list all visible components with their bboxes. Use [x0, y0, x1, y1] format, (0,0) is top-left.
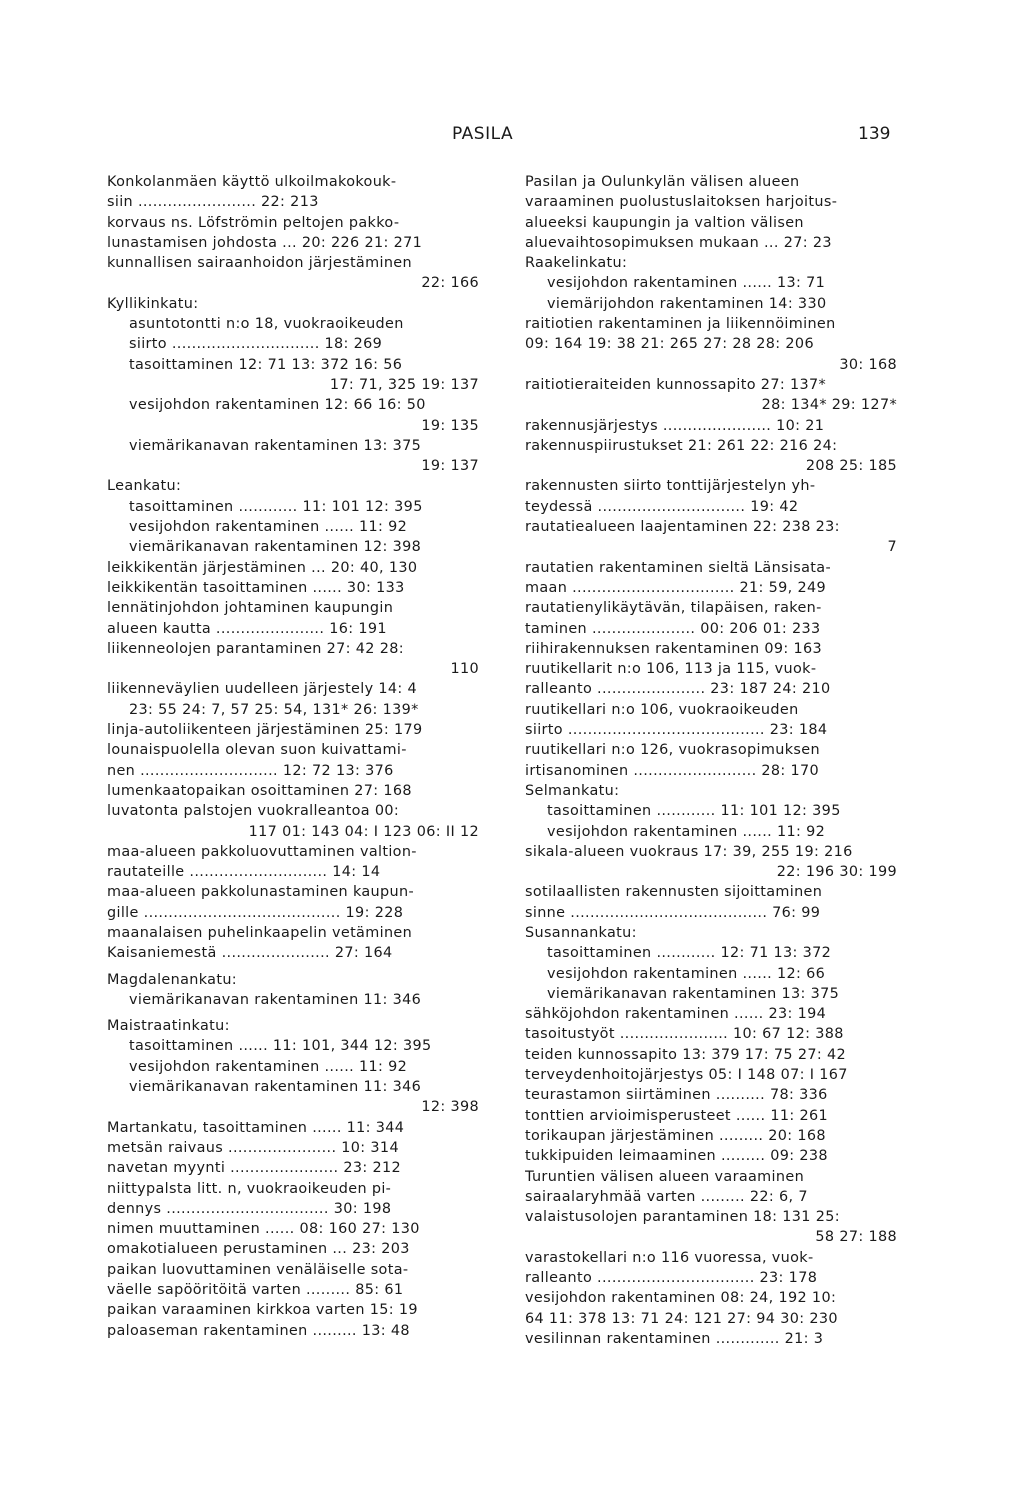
index-line: lumenkaatopaikan osoittaminen 27: 168 [107, 782, 412, 799]
index-line: 7 [887, 539, 897, 556]
index-line: korvaus ns. Löfströmin peltojen pakko- [107, 214, 400, 231]
index-line: metsän raivaus ...................... 10: 314 [107, 1139, 399, 1156]
index-line: paikan luovuttaminen venäläiselle sota- [107, 1261, 409, 1278]
index-line: irtisanominen ......................... 28: 170 [525, 762, 820, 779]
index-line: ruutikellarit n:o 106, 113 ja 115, vuok- [525, 661, 817, 678]
index-line: 19: 137 [421, 458, 479, 475]
index-line: teiden kunnossapito 13: 379 17: 75 27: 42 [525, 1046, 846, 1063]
index-line: 22: 196 30: 199 [776, 864, 897, 881]
page-header [0, 124, 1024, 148]
index-line: riihirakennuksen rakentaminen 09: 163 [525, 640, 823, 657]
index-line: tasoittaminen ...... 11: 101, 344 12: 395 [129, 1038, 432, 1055]
index-line: viemärikanavan rakentaminen 13: 375 [547, 985, 840, 1002]
index-line: siirto .............................. 18: 269 [129, 336, 383, 353]
index-line: maa-alueen pakkoluovuttaminen valtion- [107, 843, 417, 860]
index-line: sotilaallisten rakennusten sijoittaminen [525, 884, 823, 901]
index-line: liikenneväylien uudelleen järjestely 14: 4 [107, 681, 418, 698]
index-line: 23: 55 24: 7, 57 25: 54, 131* 26: 139* [129, 701, 419, 718]
index-line: sähköjohdon rakentaminen ...... 23: 194 [525, 1006, 827, 1023]
index-line: Maistraatinkatu: [107, 1018, 230, 1035]
index-line: 12: 398 [421, 1099, 479, 1116]
running-title: PASILA [452, 124, 514, 144]
index-line: vesijohdon rakentaminen ...... 13: 71 [547, 275, 826, 292]
index-line: rautatien rakentaminen sieltä Länsisata- [525, 559, 831, 576]
index-line: 17: 71, 325 19: 137 [329, 376, 479, 393]
index-line: vesijohdon rakentaminen ...... 12: 66 [547, 965, 826, 982]
index-line: 30: 168 [839, 356, 897, 373]
index-line: tukkipuiden leimaaminen ......... 09: 238 [525, 1148, 828, 1165]
index-line: varaaminen puolustuslaitoksen harjoitus- [525, 194, 838, 211]
index-line: viemärijohdon rakentaminen 14: 330 [547, 295, 827, 312]
index-line: rautateille ............................ 14: 14 [107, 864, 381, 881]
index-line: rakennusten siirto tonttijärjestelyn yh- [525, 478, 816, 495]
index-line: tasoittaminen ............ 11: 101 12: 395 [547, 803, 841, 820]
index-line: 22: 166 [421, 275, 479, 292]
index-line: alueen kautta ...................... 16: 191 [107, 620, 387, 637]
index-line: 117 01: 143 04: I 123 06: II 12 [248, 823, 479, 840]
index-line: ruutikellari n:o 106, vuokraoikeuden [525, 701, 799, 718]
index-line: paloaseman rakentaminen ......... 13: 48 [107, 1322, 410, 1339]
index-line: maa-alueen pakkolunastaminen kaupun- [107, 884, 414, 901]
index-line: maanalaisen puhelinkaapelin vetäminen [107, 924, 413, 941]
index-line: Turuntien välisen alueen varaaminen [525, 1168, 805, 1185]
index-line: viemärikanavan rakentaminen 12: 398 [129, 539, 422, 556]
index-line: raitiotien rakentaminen ja liikennöiminen [525, 316, 836, 333]
index-line: Magdalenankatu: [107, 971, 237, 988]
page-number: 139 [858, 124, 891, 144]
index-line: tonttien arvioimisperusteet ...... 11: 261 [525, 1107, 828, 1124]
index-line: 09: 164 19: 38 21: 265 27: 28 28: 206 [525, 336, 814, 353]
index-line: aluevaihtosopimuksen mukaan ... 27: 23 [525, 234, 832, 251]
index-line: tasoittaminen 12: 71 13: 372 16: 56 [129, 356, 403, 373]
index-line: 19: 135 [421, 417, 479, 434]
index-line: raitiotieraiteiden kunnossapito 27: 137* [525, 376, 827, 393]
index-line: ralleanto ...................... 23: 187 24: 210 [525, 681, 831, 698]
index-line: Pasilan ja Oulunkylän välisen alueen [525, 174, 800, 190]
index-line: taminen ..................... 00: 206 01: 233 [525, 620, 821, 637]
index-line: rakennusjärjestys ...................... 10: 21 [525, 417, 825, 434]
index-line: varastokellari n:o 116 vuoressa, vuok- [525, 1249, 814, 1266]
index-line: 58 27: 188 [815, 1229, 897, 1246]
index-line: vesijohdon rakentaminen ...... 11: 92 [129, 1058, 408, 1075]
index-line: vesijohdon rakentaminen 12: 66 16: 50 [129, 397, 426, 414]
index-line: paikan varaaminen kirkkoa varten 15: 19 [107, 1302, 418, 1319]
index-line: lounaispuolella olevan suon kuivattami- [107, 742, 407, 759]
index-line: vesilinnan rakentaminen ............. 21: 3 [525, 1330, 824, 1347]
index-line: liikenneolojen parantaminen 27: 42 28: [107, 640, 404, 657]
index-line: viemärikanavan rakentaminen 11: 346 [129, 1079, 422, 1096]
index-line: Susannankatu: [525, 924, 637, 941]
index-line: Leankatu: [107, 478, 182, 495]
index-line: niittypalsta litt. n, vuokraoikeuden pi- [107, 1180, 392, 1197]
index-line: siirto ........................................ 23: 184 [525, 722, 828, 739]
index-line: tasoitustyöt ...................... 10: 67 12: 388 [525, 1026, 844, 1043]
index-line: 28: 134* 29: 127* [761, 397, 897, 414]
index-line: tasoittaminen ............ 12: 71 13: 372 [547, 945, 832, 962]
index-line: rakennuspiirustukset 21: 261 22: 216 24: [525, 437, 838, 454]
index-line: ruutikellari n:o 126, vuokrasopimuksen [525, 742, 820, 759]
index-line: dennys ................................. 30: 198 [107, 1200, 392, 1217]
index-line: Raakelinkatu: [525, 255, 628, 272]
index-line: teurastamon siirtäminen .......... 78: 336 [525, 1087, 828, 1104]
index-line: teydessä .............................. 19: 42 [525, 498, 799, 515]
index-line: asuntotontti n:o 18, vuokraoikeuden [129, 316, 404, 333]
index-line: gille ........................................ 19: 228 [107, 904, 404, 921]
index-line: nen ............................ 12: 72 13: 376 [107, 762, 394, 779]
index-line: 64 11: 378 13: 71 24: 121 27: 94 30: 230 [525, 1310, 838, 1327]
index-line: ralleanto ................................ 23: 178 [525, 1270, 818, 1287]
index-line: tasoittaminen ............ 11: 101 12: 395 [129, 498, 423, 515]
index-line: luvatonta palstojen vuokralleantoa 00: [107, 803, 400, 820]
index-line: linja-autoliikenteen järjestäminen 25: 179 [107, 722, 423, 739]
index-line: väelle sapööritöitä varten ......... 85: 61 [107, 1282, 404, 1299]
right-column [525, 172, 897, 1349]
index-line: navetan myynti ...................... 23: 212 [107, 1160, 402, 1177]
index-line: rautatienylikäytävän, tilapäisen, raken- [525, 600, 822, 617]
index-line: siin ........................ 22: 213 [107, 194, 319, 211]
index-line: sinne ........................................ 76: 99 [525, 904, 821, 921]
index-line: 208 25: 185 [805, 458, 897, 475]
index-line: Selmankatu: [525, 782, 620, 799]
index-line: sairaalaryhmää varten ......... 22: 6, 7 [525, 1188, 808, 1205]
index-line: kunnallisen sairaanhoidon järjestäminen [107, 255, 412, 272]
index-line: Martankatu, tasoittaminen ...... 11: 344 [107, 1119, 405, 1136]
index-line: vesijohdon rakentaminen ...... 11: 92 [547, 823, 826, 840]
index-line: alueeksi kaupungin ja valtion välisen [525, 214, 804, 231]
index-line: torikaupan järjestäminen ......... 20: 168 [525, 1127, 826, 1144]
index-line: 110 [450, 661, 479, 678]
index-line: lunastamisen johdosta ... 20: 226 21: 271 [107, 234, 423, 251]
index-line: leikkikentän tasoittaminen ...... 30: 133 [107, 579, 405, 596]
index-line: rautatiealueen laajentaminen 22: 238 23: [525, 519, 840, 536]
index-line: leikkikentän järjestäminen ... 20: 40, 130 [107, 559, 418, 576]
index-line: Konkolanmäen käyttö ulkoilmakokouk- [107, 174, 397, 190]
index-line: lennätinjohdon johtaminen kaupungin [107, 600, 394, 617]
index-line: sikala-alueen vuokraus 17: 39, 255 19: 216 [525, 843, 853, 860]
index-line: viemärikanavan rakentaminen 11: 346 [129, 991, 422, 1008]
index-line: Kyllikinkatu: [107, 295, 199, 312]
left-column [107, 172, 479, 1341]
index-line: vesijohdon rakentaminen 08: 24, 192 10: [525, 1290, 837, 1307]
index-line: vesijohdon rakentaminen ...... 11: 92 [129, 519, 408, 536]
index-line: nimen muuttaminen ...... 08: 160 27: 130 [107, 1221, 420, 1238]
index-line: terveydenhoitojärjestys 05: I 148 07: I 167 [525, 1067, 848, 1084]
index-line: Kaisaniemestä ...................... 27: 164 [107, 945, 393, 962]
index-line: maan ................................. 21: 59, 249 [525, 579, 827, 596]
index-line: valaistusolojen parantaminen 18: 131 25: [525, 1209, 840, 1226]
index-line: omakotialueen perustaminen ... 23: 203 [107, 1241, 410, 1258]
index-line: viemärikanavan rakentaminen 13: 375 [129, 437, 422, 454]
